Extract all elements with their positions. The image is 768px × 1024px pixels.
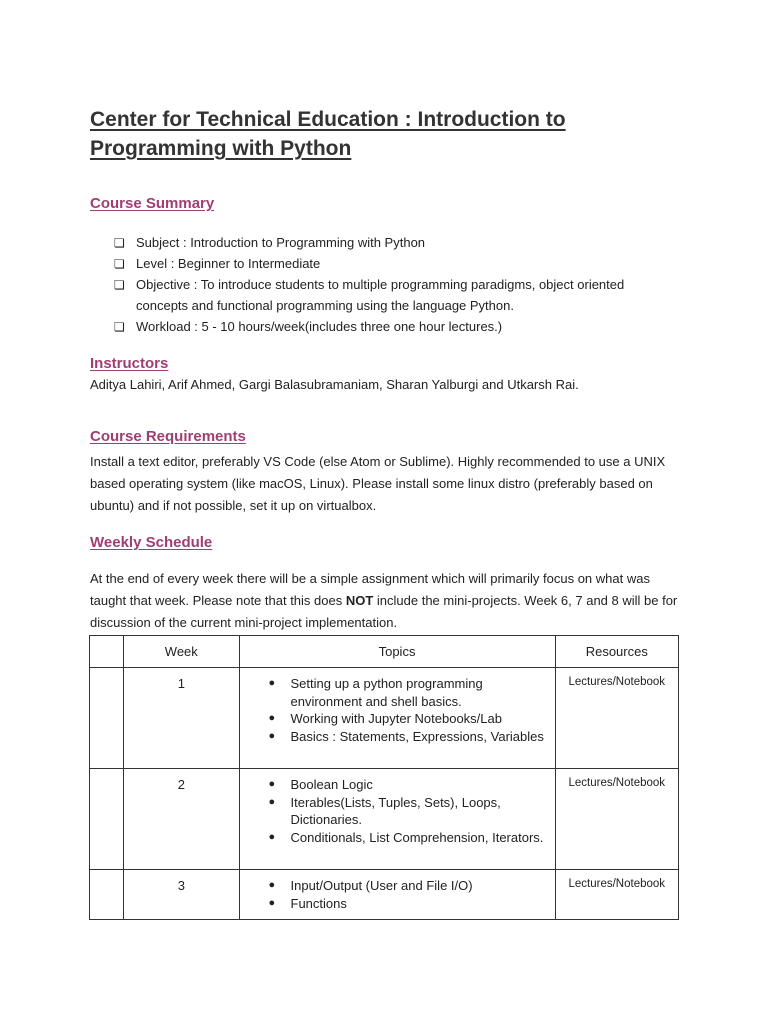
intro-emphasis: NOT: [345, 593, 374, 608]
list-item: [240, 895, 547, 913]
intro-text-after: include the mini-projects. Week 6, 7 and 8 will be for discussion of the current mini-project implementation.: [90, 593, 678, 630]
bullet-icon: ●: [268, 729, 276, 742]
topic-text: Conditionals, List Comprehension, Iterators.: [290, 829, 544, 845]
list-item: [240, 728, 547, 746]
table-row: [90, 668, 679, 769]
bullet-icon: ●: [268, 712, 276, 724]
topic-list: [240, 675, 547, 745]
list-item: [240, 710, 547, 728]
resources-cell: Lectures/Notebook: [555, 769, 678, 870]
topic-text: Functions: [290, 895, 347, 911]
topics-cell: [239, 769, 555, 870]
table-row: [90, 870, 679, 920]
summary-level: Level : Beginner to Intermediate: [136, 256, 321, 271]
topic-text: Basics : Statements, Expressions, Variables: [290, 728, 544, 744]
course-summary-heading: Course Summary: [90, 195, 215, 212]
topic-text: Input/Output (User and File I/O): [290, 878, 473, 893]
topic-text: Working with Jupyter Notebooks/Lab: [290, 711, 502, 726]
bullet-icon: ●: [268, 778, 276, 790]
topic-list: [240, 877, 547, 912]
bullet-icon: ●: [268, 896, 276, 909]
list-item: [240, 877, 547, 895]
list-item: [240, 675, 547, 710]
list-item: [114, 274, 674, 316]
checkbox-bullet-icon: ❏: [114, 320, 125, 334]
resources-cell: Lectures/Notebook: [555, 870, 678, 920]
list-item: [114, 232, 674, 253]
row-number-cell: [90, 668, 124, 769]
weekly-schedule-intro: [90, 568, 680, 634]
weekly-schedule-heading: Weekly Schedule: [90, 534, 213, 551]
list-item: [240, 776, 547, 794]
topic-text: Iterables(Lists, Tuples, Sets), Loops, Dictionaries.: [290, 794, 501, 827]
topics-cell: [239, 870, 555, 920]
bullet-icon: ●: [268, 677, 276, 689]
table-header-row: [90, 636, 679, 668]
table-row: [90, 769, 679, 870]
topic-list: [240, 776, 547, 846]
checkbox-bullet-icon: ❏: [114, 278, 125, 292]
course-requirements-text: Install a text editor, preferably VS Code (else Atom or Sublime). Highly recommended to use a UNIX based operating system (like macOS, Linux). Please install some linux distro (preferably based on ubuntu) and if not possible, set it up on virtualbox.: [90, 454, 666, 513]
header-resources: Resources: [555, 636, 678, 668]
schedule-table: [89, 635, 679, 920]
bullet-icon: ●: [268, 830, 276, 843]
row-number-cell: [90, 769, 124, 870]
page-title: Center for Technical Education : Introduction to Programming with Python: [90, 108, 566, 160]
list-item: [240, 794, 547, 829]
bullet-icon: ●: [268, 795, 276, 808]
list-item: [240, 829, 547, 847]
instructors-heading: Instructors: [90, 355, 169, 372]
checkbox-bullet-icon: ❏: [114, 236, 125, 250]
header-topics: Topics: [239, 636, 555, 668]
checkbox-bullet-icon: ❏: [114, 257, 125, 271]
summary-objective: Objective : To introduce students to multiple programming paradigms, object oriented concepts and functional programming using the language Python.: [136, 277, 625, 313]
instructors-text: Aditya Lahiri, Arif Ahmed, Gargi Balasubramaniam, Sharan Yalburgi and Utkarsh Rai.: [90, 377, 579, 392]
summary-workload: Workload : 5 - 10 hours/week(includes three one hour lectures.): [136, 319, 503, 334]
topic-text: Setting up a python programming environment and shell basics.: [290, 676, 483, 709]
resources-cell: Lectures/Notebook: [555, 668, 678, 769]
bullet-icon: ●: [268, 879, 276, 891]
week-cell: 3: [124, 870, 239, 920]
topic-text: Boolean Logic: [290, 777, 373, 792]
list-item: [114, 316, 674, 337]
course-requirements-heading: Course Requirements: [90, 428, 246, 445]
week-cell: 2: [124, 769, 239, 870]
header-number: [90, 636, 124, 668]
list-item: [114, 253, 674, 274]
topics-cell: [239, 668, 555, 769]
week-cell: 1: [124, 668, 239, 769]
header-week: Week: [124, 636, 239, 668]
summary-subject: Subject : Introduction to Programming with Python: [136, 235, 426, 250]
intro-text-before: At the end of every week there will be a simple assignment which will primarily focus on what was taught that week. Please note that this does: [90, 571, 650, 608]
row-number-cell: [90, 870, 124, 920]
course-summary-list: [114, 232, 674, 337]
